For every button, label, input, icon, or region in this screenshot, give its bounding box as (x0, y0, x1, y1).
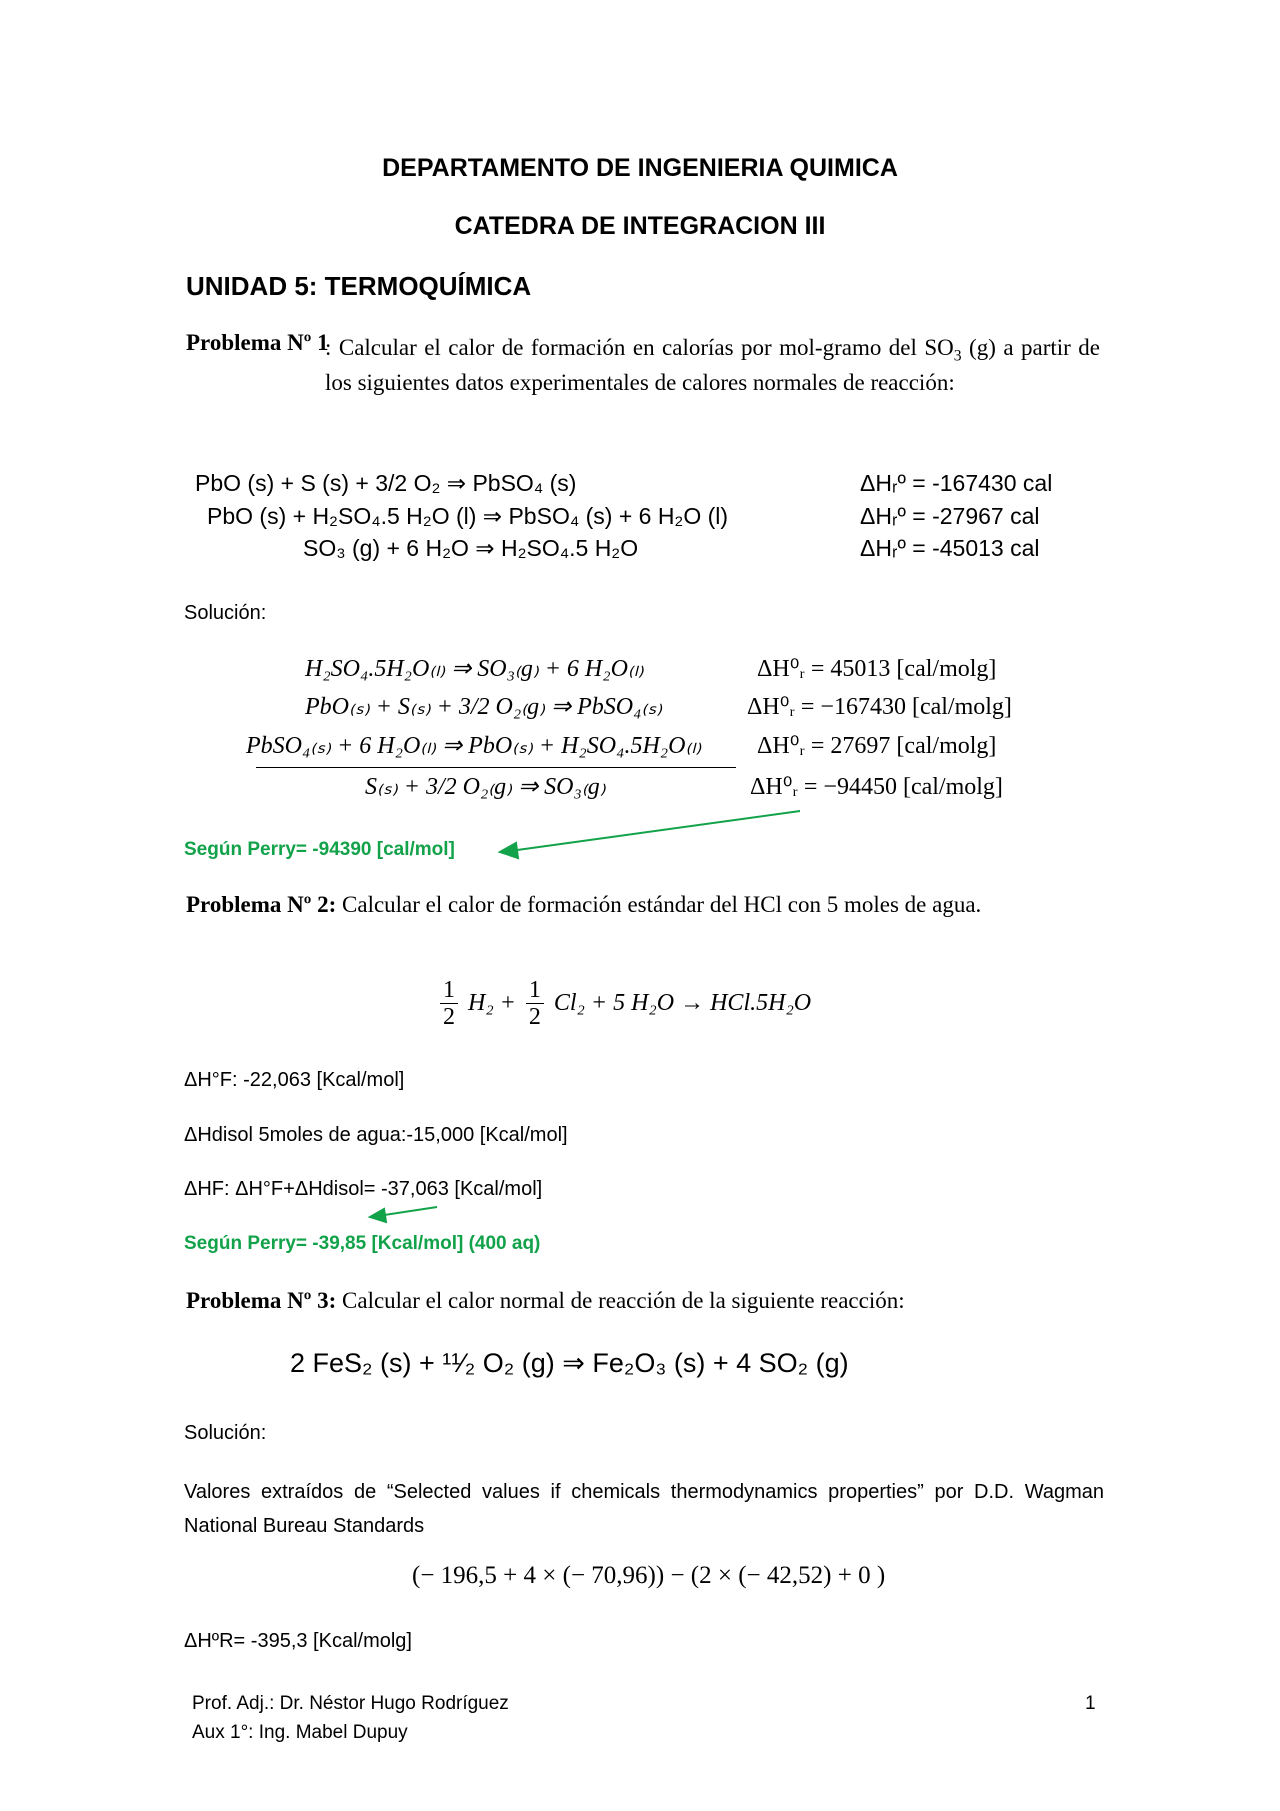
unit-title: UNIDAD 5: TERMOQUÍMICA (186, 271, 532, 301)
solution-label-1: Solución: (184, 602, 267, 624)
solution-eq-1-enthalpy: ΔH⁰ᵣ = 45013 [cal/molg] (757, 656, 997, 682)
reaction-1-enthalpy: ΔHᵣº = -167430 cal (860, 470, 1053, 496)
reaction-2: PbO (s) + H₂SO₄.5 H₂O (l) ⇒ PbSO₄ (s) + 6 H₂O (l) (207, 503, 729, 529)
data-source-note: Valores extraídos de “Selected values if chemicals thermodynamics properties” por D.D. Wagman National Bureau Standards (184, 1481, 1104, 1537)
enthalpy-calculation: (− 196,5 + 4 × (− 70,96)) − (2 × (− 42,52) + 0 ) (412, 1562, 886, 1589)
problem-2-statement: Problema Nº 2: Calcular el calor de formación estándar del HCl con 5 moles de agua. (186, 892, 982, 917)
reaction-3-enthalpy: ΔHᵣº = -45013 cal (860, 535, 1040, 561)
p2-line-dissolution: ΔHdisol 5moles de agua:-15,000 [Kcal/mol] (184, 1124, 568, 1146)
problem-3-statement: Problema Nº 3: Calcular el calor normal de reacción de la siguiente reacción: (186, 1288, 905, 1313)
reaction-2-enthalpy: ΔHᵣº = -27967 cal (860, 503, 1040, 529)
footer-professor: Prof. Adj.: Dr. Néstor Hugo Rodríguez (192, 1693, 509, 1714)
problem-3-reaction: 2 FeS₂ (s) + ¹¹⁄₂ O₂ (g) ⇒ Fe₂O₃ (s) + 4 SO₂ (g) (290, 1348, 849, 1378)
page-number: 1 (1085, 1693, 1096, 1714)
solution-eq-result: S₍ₛ₎ + 3/2 O₂₍g₎ ⇒ SO₃₍g₎ (365, 774, 606, 800)
solution-eq-1: H₂SO₄.5H₂O₍ₗ₎ ⇒ SO₃₍g₎ + 6 H₂O₍ₗ₎ (305, 656, 644, 682)
department-title: DEPARTAMENTO DE INGENIERIA QUIMICA (382, 154, 898, 182)
arrow-line-2 (378, 1207, 437, 1216)
reaction-3: SO₃ (g) + 6 H₂O ⇒ H₂SO₄.5 H₂O (303, 535, 639, 561)
solution-eq-2: PbO₍ₛ₎ + S₍ₛ₎ + 3/2 O₂₍g₎ ⇒ PbSO₄₍ₛ₎ (305, 694, 663, 720)
fraction-half-2: $\frac{1}{2}$ (526, 977, 544, 1031)
p3-result: ΔHºR= -395,3 [Kcal/molg] (184, 1630, 412, 1652)
solution-eq-result-enthalpy: ΔH⁰ᵣ = −94450 [cal/molg] (750, 774, 1003, 800)
problem-2-equation: $\frac{1}{2}$ H₂ + $\frac{1}{2}$ Cl₂ + 5 H₂O → HCl.5H₂O (436, 977, 811, 1031)
p2-line-total: ΔHF: ΔH°F+ΔHdisol= -37,063 [Kcal/mol] (184, 1178, 543, 1200)
footer-assistant: Aux 1°: Ing. Mabel Dupuy (192, 1722, 408, 1743)
fraction-half-1: $\frac{1}{2}$ (440, 977, 458, 1031)
solution-eq-2-enthalpy: ΔH⁰ᵣ = −167430 [cal/molg] (747, 694, 1012, 720)
problem-1-label: Problema Nº 1 (186, 330, 329, 355)
problem-1-statement: : Calcular el calor de formación en calorías por mol-gramo del $SO_3$ (g) a partir de los siguientes datos experimentales de calores normales de reacción: (325, 335, 1100, 395)
arrow-head-1 (500, 843, 518, 858)
p2-line-standard-enthalpy: ΔH°F: -22,063 [Kcal/mol] (184, 1069, 405, 1091)
arrow-head-2 (370, 1209, 386, 1222)
perry-note-2: Según Perry= -39,85 [Kcal/mol] (400 aq) (184, 1233, 541, 1254)
solution-eq-3: PbSO₄₍ₛ₎ + 6 H₂O₍ₗ₎ ⇒ PbO₍ₛ₎ + H₂SO₄.5H₂O₍ₗ₎ (246, 733, 702, 759)
solution-eq-3-enthalpy: ΔH⁰ᵣ = 27697 [cal/molg] (757, 733, 997, 759)
arrow-line-1 (510, 811, 800, 851)
reaction-1: PbO (s) + S (s) + 3/2 O₂ ⇒ PbSO₄ (s) (195, 470, 577, 496)
course-title: CATEDRA DE INTEGRACION III (454, 212, 826, 240)
perry-note-1: Según Perry= -94390 [cal/mol] (184, 839, 455, 860)
solution-label-3: Solución: (184, 1422, 267, 1444)
